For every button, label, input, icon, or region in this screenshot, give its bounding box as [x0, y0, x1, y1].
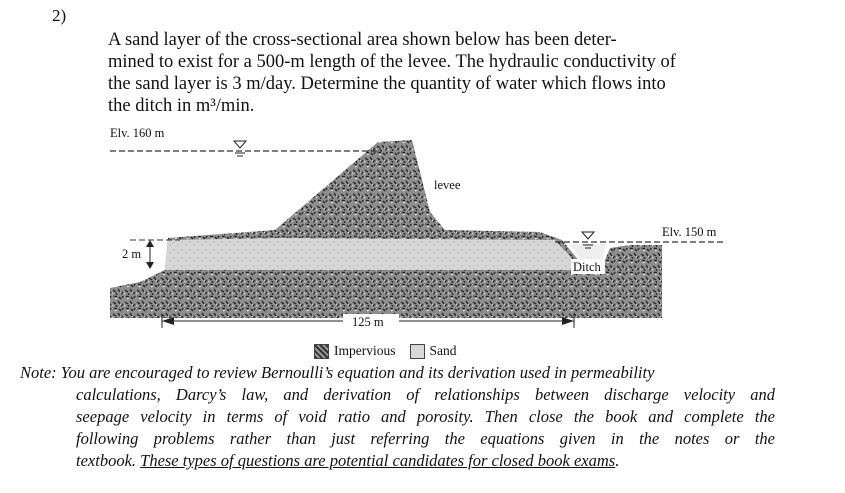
- problem-line: mined to exist for a 500-m length of the levee. The hydraulic conductivity of: [108, 52, 676, 72]
- sand-swatch: [410, 344, 425, 359]
- levee-label: levee: [434, 178, 461, 192]
- note-text: .: [615, 451, 620, 470]
- sand-layer: [165, 238, 580, 270]
- length-label: 125 m: [352, 315, 384, 329]
- impervious-swatch: [314, 344, 329, 359]
- elevation-left-label: Elv. 160 m: [110, 126, 165, 140]
- problem-line: A sand layer of the cross-sectional area shown below has been deter-: [108, 30, 617, 50]
- sand-legend-label: Sand: [429, 343, 457, 358]
- note-line-5: [20, 450, 775, 472]
- elevation-right-label: Elv. 150 m: [662, 225, 717, 239]
- figure-legend: [314, 343, 457, 359]
- water-level-symbol-left: [234, 141, 246, 156]
- study-note: [20, 362, 775, 472]
- note-line-3: seepage velocity in terms of void ratio and porosity. Then close the book and complete the: [76, 407, 775, 426]
- problem-line: the ditch in m³/min.: [108, 96, 255, 116]
- note-text: textbook.: [76, 451, 141, 470]
- exam-emphasis: These types of questions are potential candidates for closed book exams: [140, 451, 616, 470]
- note-text: You are encouraged to review Bernoulli’s equation and its derivation used in permeability: [60, 363, 655, 382]
- question-number: 2): [52, 6, 67, 25]
- impervious-layer: [110, 140, 662, 318]
- problem-line: the sand layer is 3 m/day. Determine the quantity of water which flows into: [108, 74, 666, 94]
- note-prefix: Note:: [20, 363, 57, 382]
- ditch-label: Ditch: [573, 260, 601, 274]
- impervious-legend-label: Impervious: [334, 343, 396, 358]
- note-line-1: [20, 362, 775, 384]
- problem-statement: [108, 29, 728, 117]
- note-line-2: calculations, Darcy’s law, and derivation of relationships between discharge velocity and: [76, 385, 775, 404]
- levee-cross-section-figure: [100, 120, 740, 342]
- note-line-4: following problems rather than just referring the equations given in the notes or the: [76, 429, 775, 448]
- thickness-label: 2 m: [122, 247, 142, 261]
